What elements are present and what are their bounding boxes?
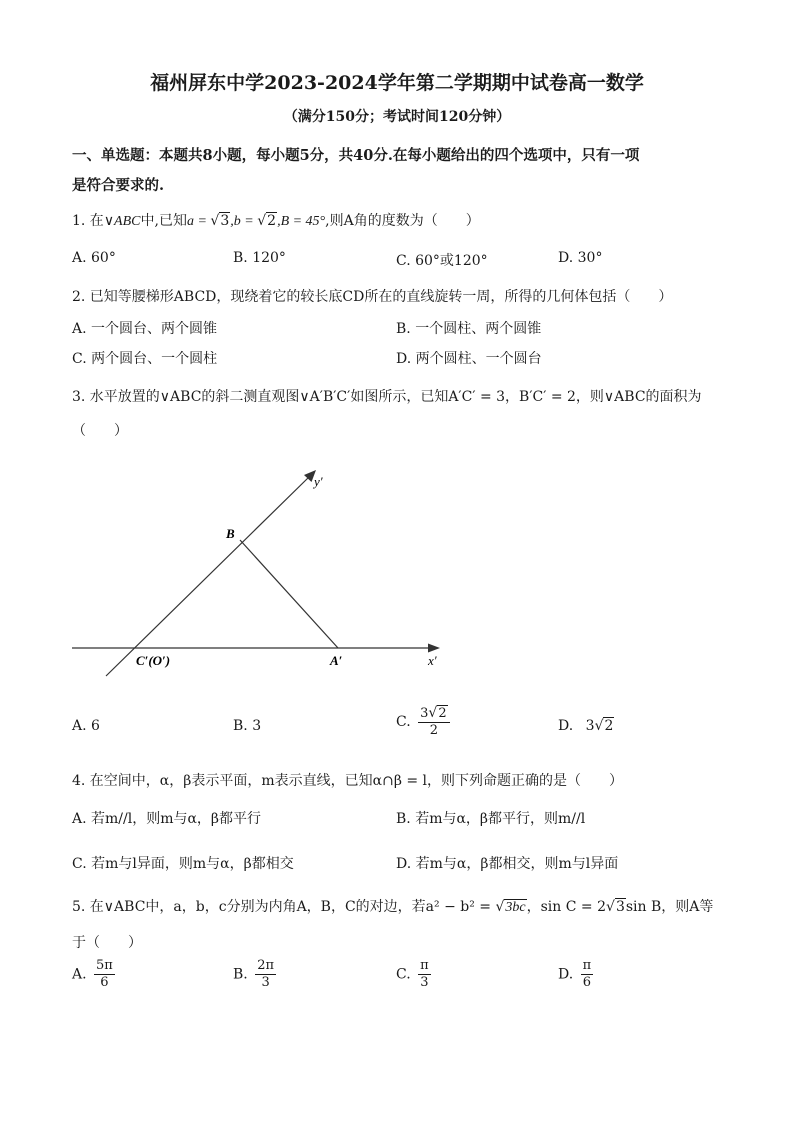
fraction-numerator <box>418 705 449 723</box>
q2-option-b[interactable]: B. 一个圆柱、两个圆锥 <box>396 321 542 337</box>
question-4-stem: 4. 在空间中，α，β表示平面，m表示直线，已知α∩β = l，则下列命题正确的是（ ） <box>72 773 624 789</box>
fraction-denominator: 6 <box>100 975 109 990</box>
question-3-stem-line2: （ ） <box>72 423 128 439</box>
q3-option-d[interactable] <box>558 718 614 734</box>
option-letter: A. <box>72 966 87 983</box>
section-heading-line1: 一、单选题：本题共8小题，每小题5分，共40分.在每小题给出的四个选项中，只有一项 <box>72 147 640 164</box>
q4-option-b[interactable]: B. 若m与α，β都平行，则m//l <box>396 811 586 827</box>
fraction <box>581 958 594 991</box>
q3-option-b[interactable]: B. 3 <box>233 718 262 734</box>
q1-suffix: ,则A角的度数为（ ） <box>325 213 480 229</box>
exam-title: 福州屏东中学2023-2024学年第二学期期中试卷高一数学 <box>150 72 644 94</box>
option-letter: C. <box>396 966 411 983</box>
fraction <box>418 705 449 739</box>
option-letter: D. <box>558 966 574 983</box>
q5-root2: 3 <box>615 899 625 915</box>
label-point-c-origin: C′(O′) <box>136 653 171 668</box>
q1-cond-a-root: 3 <box>220 213 230 229</box>
oblique-projection-figure <box>60 460 460 690</box>
q5-option-b[interactable] <box>233 958 279 991</box>
q1-option-d[interactable]: D. 30° <box>558 250 603 266</box>
question-1-stem <box>72 210 480 230</box>
question-5-stem-line1 <box>72 896 713 916</box>
option-letter: B. <box>233 966 248 983</box>
q5-prefix: 5. 在∨ABC中，a，b，c分别为内角A，B，C的对边，若a² − b² = <box>72 899 496 915</box>
q2-option-c[interactable]: C. 两个圆台、一个圆柱 <box>72 351 218 367</box>
fraction-numerator: π <box>420 958 429 973</box>
fraction <box>94 958 115 991</box>
fraction-numerator: 2π <box>257 958 275 973</box>
q4-option-d[interactable]: D. 若m与α，β都相交，则m与l异面 <box>396 856 619 872</box>
fraction <box>255 958 276 991</box>
root: 2 <box>438 706 447 721</box>
x-axis-arrow <box>428 644 440 653</box>
sqrt-symbol: √ <box>210 213 220 229</box>
sqrt-symbol: √ <box>606 899 615 915</box>
q2-option-d[interactable]: D. 两个圆柱、一个圆台 <box>396 351 542 367</box>
q5-suffix: sin B，则A等 <box>625 899 714 915</box>
q5-mid: ，sin C = 2 <box>526 899 607 915</box>
root: 2 <box>604 718 614 734</box>
q1-option-a[interactable]: A. 60° <box>72 250 116 266</box>
fraction-denominator: 6 <box>582 975 592 990</box>
q1-prefix: 1. 在 <box>72 213 104 229</box>
q3-option-c-letter: C. <box>396 714 411 730</box>
fraction-denominator: 3 <box>420 975 429 990</box>
fraction <box>418 958 431 991</box>
q1-triangle: ∨ABC <box>103 214 141 229</box>
sqrt-symbol: √ <box>428 705 438 721</box>
q5-option-a[interactable] <box>72 958 118 991</box>
q4-option-c[interactable]: C. 若m与l异面，则m与α，β都相交 <box>72 856 294 872</box>
coef: 3 <box>585 718 595 734</box>
sqrt-symbol: √ <box>495 899 505 915</box>
label-y-axis: y′ <box>314 474 323 489</box>
q1-cond-B: ,B = 45° <box>277 214 326 229</box>
sqrt-symbol: √ <box>257 213 267 229</box>
q1-option-b[interactable]: B. 120° <box>233 250 286 266</box>
q3-option-d-letter: D. <box>558 718 574 734</box>
fraction-denominator: 2 <box>429 723 438 738</box>
section-heading-line2: 是符合要求的. <box>72 177 165 194</box>
question-3-stem-line1: 3. 水平放置的∨ABC的斜二测直观图∨A′B′C′如图所示，已知A′C′ = 3，B′C′ = 2，则∨ABC的面积为 <box>72 389 702 405</box>
q4-option-a[interactable]: A. 若m//l，则m与α，β都平行 <box>72 811 262 827</box>
q1-cond-b-root: 2 <box>267 213 277 229</box>
q1-cond-b: ,b = <box>230 214 258 229</box>
q2-option-a[interactable]: A. 一个圆台、两个圆锥 <box>72 321 218 337</box>
exam-subtitle: （满分150分；考试时间120分钟） <box>283 109 511 125</box>
q5-option-d[interactable] <box>558 958 596 991</box>
question-5-stem-line2: 于（ ） <box>72 935 142 951</box>
y-axis <box>106 476 310 676</box>
fraction-denominator: 3 <box>261 975 270 990</box>
label-x-axis: x′ <box>428 653 437 668</box>
sqrt-symbol: √ <box>594 718 604 734</box>
fraction-numerator: 5π <box>96 958 113 973</box>
question-2-stem: 2. 已知等腰梯形ABCD，现绕着它的较长底CD所在的直线旋转一周，所得的几何体包括（ ） <box>72 289 673 305</box>
q1-option-c[interactable]: C. 60°或120° <box>396 253 488 269</box>
segment-ba <box>240 540 338 648</box>
q1-mid: 中,已知 <box>140 213 187 229</box>
q3-option-a[interactable]: A. 6 <box>72 718 100 734</box>
fraction-numerator: π <box>582 958 592 973</box>
coef: 3 <box>420 706 429 721</box>
label-point-b: B <box>226 526 235 541</box>
q5-root1: 3bc <box>505 900 526 915</box>
label-point-a: A′ <box>330 653 343 668</box>
q3-option-c[interactable] <box>396 705 453 739</box>
q5-option-c[interactable] <box>396 958 434 991</box>
q1-cond-a: a = <box>186 214 211 229</box>
